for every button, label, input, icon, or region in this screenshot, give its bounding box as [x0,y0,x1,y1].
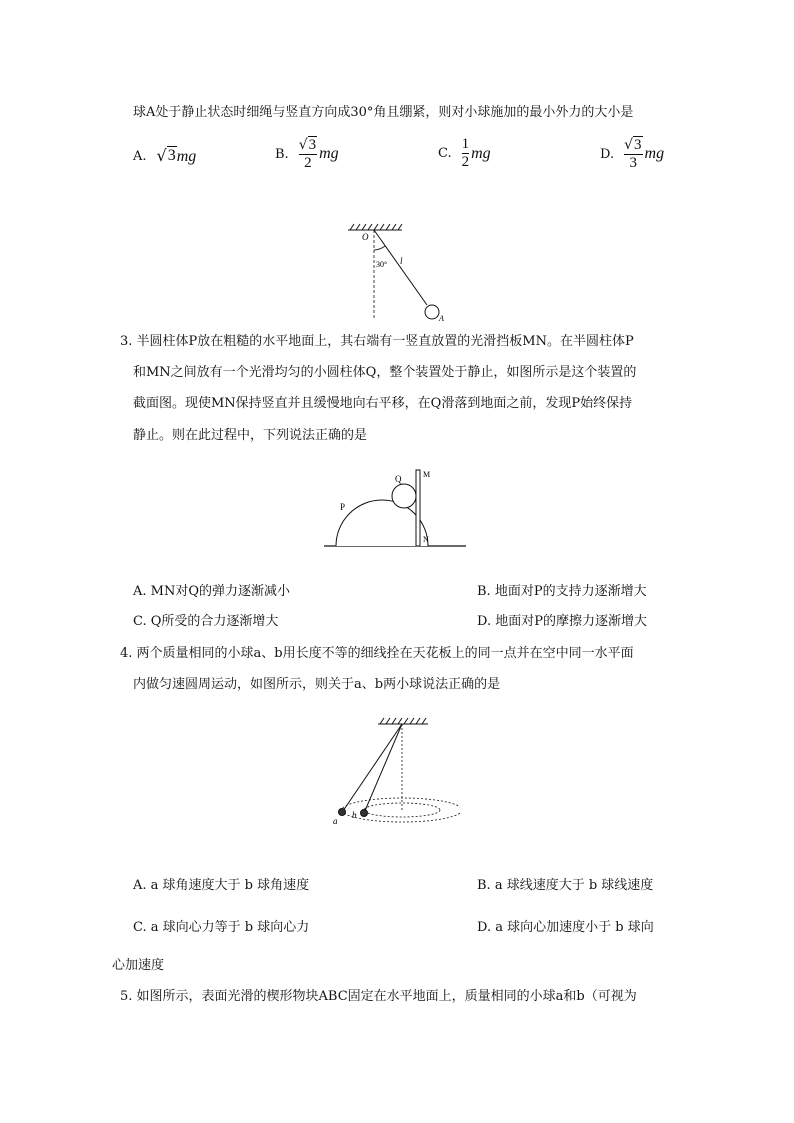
q3-option-b[interactable]: B. 地面对P的支持力逐渐增大 [477,584,647,599]
label-b: b [352,810,357,820]
q3-option-a[interactable]: A. MN对Q的弹力逐渐减小 [133,584,290,599]
q4-option-c[interactable]: C. a 球向心力等于 b 球向心力 [133,920,310,935]
label-q: Q [395,474,402,484]
q2-option-a-value: √ 3 mg [156,146,197,165]
q2-option-d-value: √ 3 3 mg [624,137,665,171]
q3-option-c[interactable]: C. Q所受的合力逐渐增大 [133,614,279,629]
label-n: N [423,535,429,544]
label-p: P [340,502,346,512]
q4-option-b[interactable]: B. a 球线速度大于 b 球线速度 [477,878,654,893]
q3-line-3: 截面图。现使MN保持竖直并且缓慢地向右平移，在Q滑落到地面之前，发现P始终保持 [133,396,633,411]
label-a: A [439,314,444,322]
q2-option-a[interactable] [133,146,196,166]
q2-option-a-label: A. [133,148,147,164]
ball-a [339,809,346,816]
q3-line-1: 3. 半圆柱体P放在粗糙的水平地面上，其右端有一竖直放置的光滑挡板MN。在半圆柱体P [120,334,634,349]
q4-option-d-continued: 心加速度 [112,958,165,973]
ceiling-hatch [378,718,428,724]
label-m: M [423,470,431,479]
label-angle: 30° [376,260,388,269]
q2-option-d-label: D. [600,146,615,162]
label-l: l [400,256,403,266]
q2-option-c-value: $\frac{1}{2}$ mg [461,136,491,170]
cylinder-q [392,484,416,508]
q3-line-2: 和MN之间放有一个光滑均匀的小圆柱体Q，整个装置处于静止，如图所示是这个装置的 [133,365,637,380]
angle-arc [374,246,385,250]
q3-line-4: 静止。则在此过程中，下列说法正确的是 [133,428,368,443]
string-b [364,724,402,813]
q4-option-a[interactable]: A. a 球角速度大于 b 球角速度 [133,878,310,893]
string-a [343,724,402,811]
ball-b [361,810,368,817]
q2-option-b-label: B. [275,146,289,162]
q3-option-d[interactable]: D. 地面对P的摩擦力逐渐增大 [477,614,647,629]
semicylinder-p [336,500,428,546]
q4-conical-pendulum-figure [330,714,460,826]
q4-line-2: 内做匀速圆周运动，如图所示，则关于a、b两小球说法正确的是 [133,677,501,692]
q3-semicylinder-figure [320,465,470,553]
board-mn [416,470,420,546]
q2-option-d[interactable] [600,136,664,172]
q5-line-1: 5. 如图所示，表面光滑的楔形物块ABC固定在水平地面上，质量相同的小球a和b（可视为 [120,989,637,1004]
ball-a [425,305,439,319]
orbit-outer [342,798,460,822]
q2-option-c-label: C. [438,146,452,161]
q4-line-1: 4. 两个质量相同的小球a、b用长度不等的细线拴在天花板上的同一点并在空中同一水平面 [120,646,634,661]
q2-option-b-value: √ 3 2 mg [298,137,339,171]
q2-option-c[interactable] [438,136,491,171]
q2-option-b[interactable] [275,136,339,172]
label-o: O [362,232,369,242]
q2-pendulum-figure [340,222,450,322]
label-a: a [333,816,338,826]
q4-option-d[interactable]: D. a 球向心加速度小于 b 球向 [477,920,654,935]
ceiling-hatch [348,224,402,230]
q2-stem-tail: 球A处于静止状态时细绳与竖直方向成30°角且绷紧，则对小球施加的最小外力的大小是 [133,105,634,120]
